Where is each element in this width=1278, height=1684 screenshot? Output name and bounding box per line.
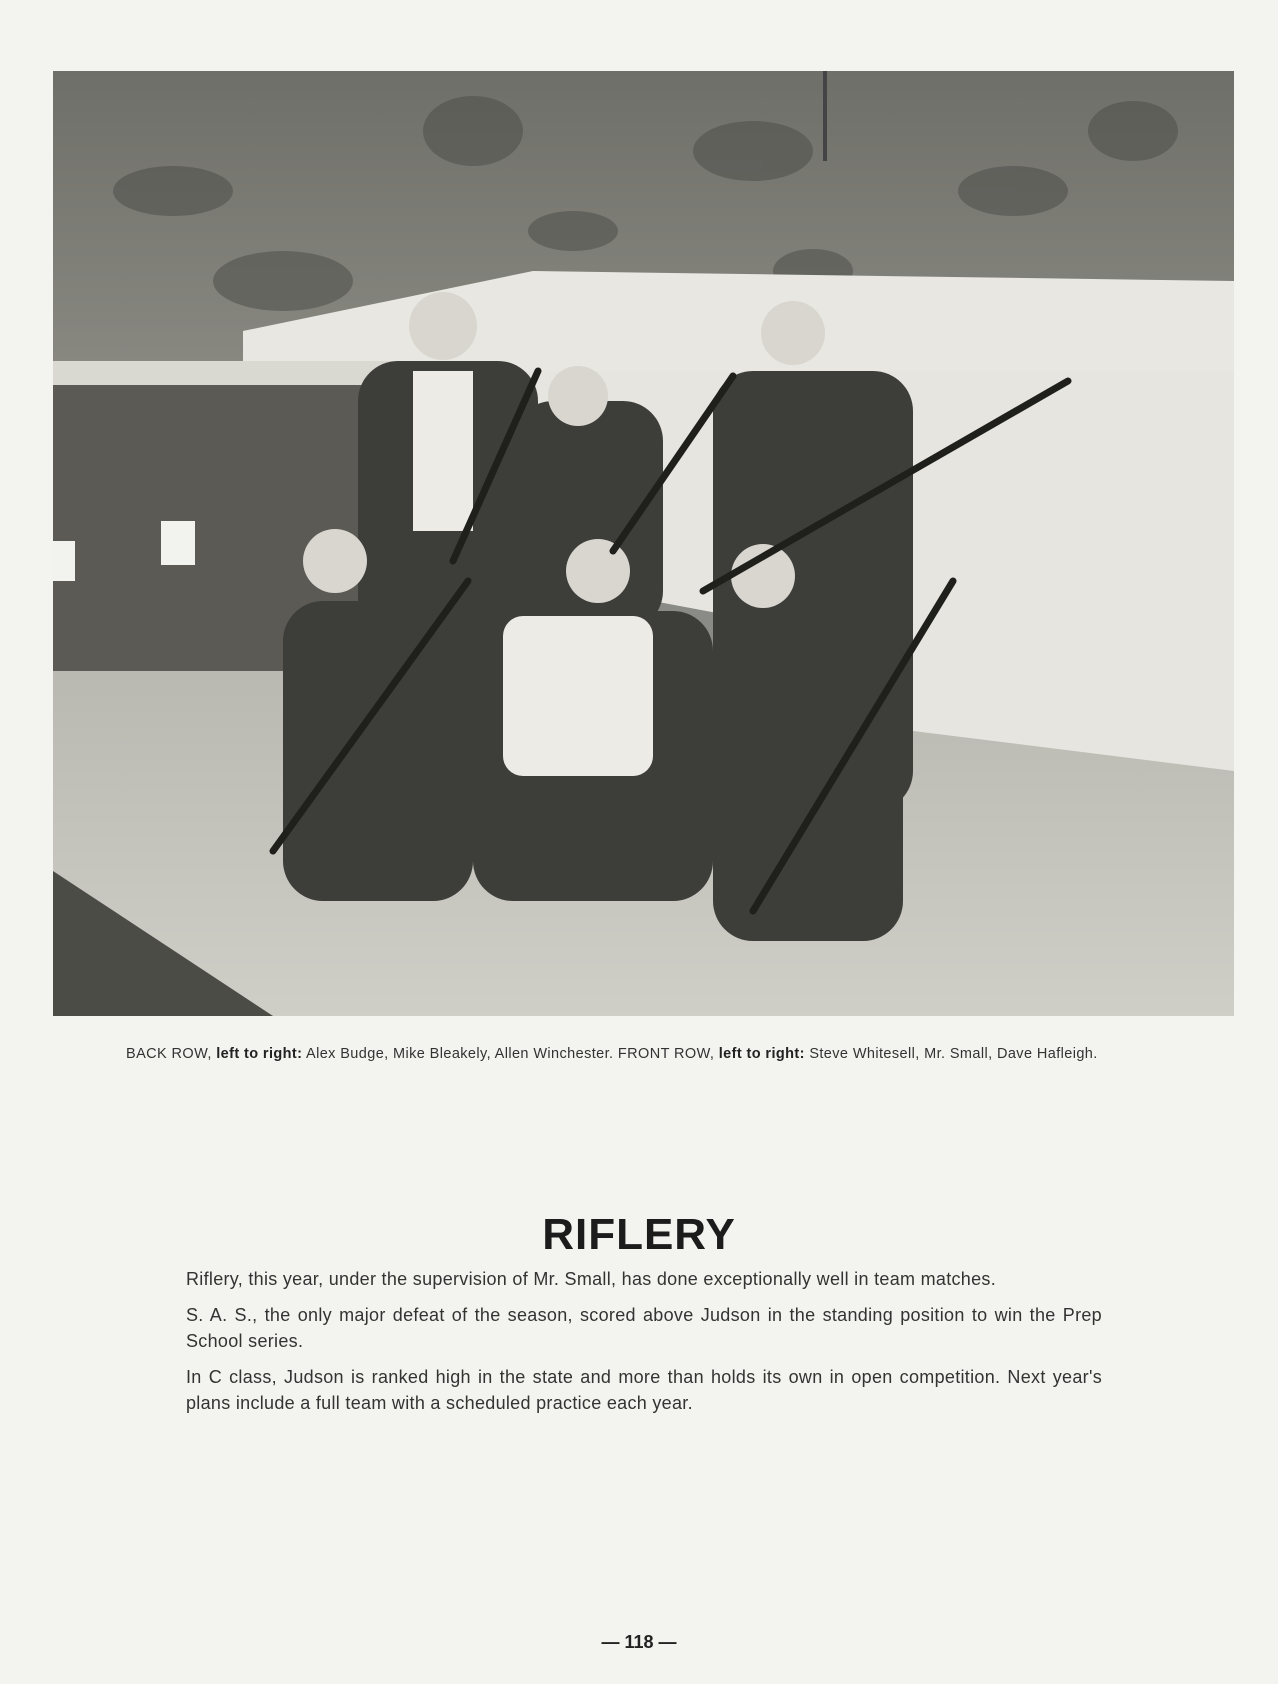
caption-back-row-label: BACK ROW,: [126, 1046, 212, 1062]
paragraph: Riflery, this year, under the supervision of Mr. Small, has done exceptionally well in team matches.: [186, 1269, 997, 1289]
caption-front-row-names: Steve Whitesell, Mr. Small, Dave Hafleigh.: [809, 1046, 1098, 1062]
caption-back-row-direction: left to right:: [216, 1046, 303, 1062]
photo-caption: [126, 1043, 1166, 1065]
caption-back-row-names: Alex Budge, Mike Bleakely, Allen Winchester.: [306, 1046, 614, 1062]
paragraph: S. A. S., the only major defeat of the season, scored above Judson in the standing position to win the Prep School series.: [186, 1305, 1102, 1351]
article-body: [186, 1266, 1102, 1426]
caption-front-row-direction: left to right:: [718, 1046, 805, 1062]
page-number: — 118 —: [601, 1632, 677, 1652]
team-photo-illustration: [53, 71, 1234, 1016]
page-title: RIFLERY: [542, 1210, 736, 1259]
team-photo: [53, 71, 1234, 1016]
paragraph: In C class, Judson is ranked high in the state and more than holds its own in open competition. Next year's plans include a full team with a scheduled practice each year.: [186, 1367, 1102, 1413]
caption-front-row-label: FRONT ROW,: [617, 1046, 715, 1062]
